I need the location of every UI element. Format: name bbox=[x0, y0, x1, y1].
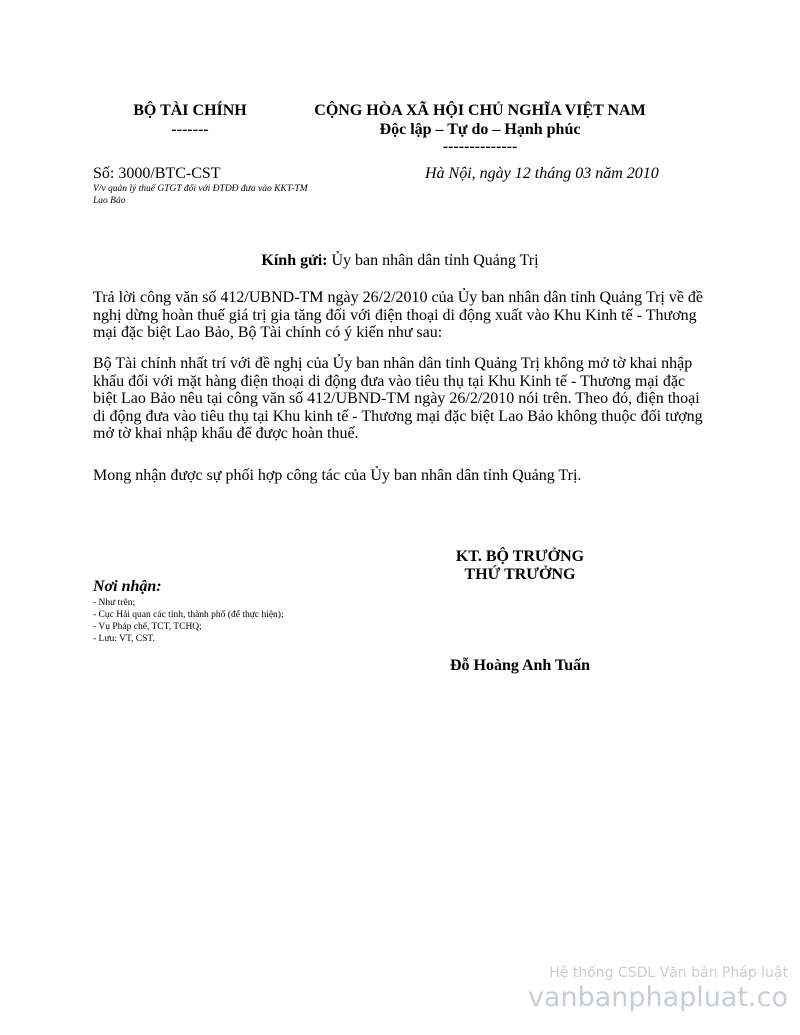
place-and-date: Hà Nội, ngày 12 tháng 03 năm 2010 bbox=[425, 165, 659, 182]
national-title: CỘNG HÒA XÃ HỘI CHỦ NGHĨA VIỆT NAM bbox=[314, 102, 646, 119]
recipients-list-item: - Lưu: VT, CST. bbox=[93, 634, 155, 644]
issuing-org-name: BỘ TÀI CHÍNH bbox=[133, 102, 247, 119]
signer-title-line: KT. BỘ TRƯỞNG bbox=[455, 548, 585, 565]
watermark-site: vanbanphapluat.co bbox=[527, 982, 788, 1013]
document-number: Số: 3000/BTC-CST bbox=[93, 165, 221, 182]
body-paragraph: Trả lời công văn số 412/UBND-TM ngày 26/2/2010 của Ủy ban nhân dân tỉnh Quảng Trị về đề nghị dừng hoàn thuế giá trị gia tăng đối với điện thoại di động xuất vào Khu Kinh tế - Thương mại đặc biệt Lao Bảo, Bộ Tài chính có ý kiến như sau: bbox=[93, 289, 704, 342]
recipient-line bbox=[0, 252, 800, 270]
signer-name: Đỗ Hoàng Anh Tuấn bbox=[449, 657, 591, 674]
recipients-list-item: - Cục Hải quan các tỉnh, thành phố (để thực hiện); bbox=[93, 610, 284, 620]
document-subject: V/v quản lý thuế GTGT đối với ĐTDĐ đưa vào KKT-TM Lao Bảo bbox=[93, 184, 308, 206]
watermark-caption: Hệ thống CSDL Văn bản Pháp luật bbox=[549, 965, 788, 981]
body-paragraph: Mong nhận được sự phối hợp công tác của Ủy ban nhân dân tỉnh Quảng Trị. bbox=[93, 467, 582, 484]
watermark bbox=[528, 965, 788, 1013]
national-motto: Độc lập – Tự do – Hạnh phúc bbox=[379, 121, 581, 138]
signer-title bbox=[430, 548, 610, 584]
recipients-list bbox=[93, 597, 284, 645]
recipients-list-item: - Vụ Pháp chế, TCT, TCHQ; bbox=[93, 622, 202, 632]
recipients-list-item: - Như trên; bbox=[93, 598, 136, 608]
issuing-org-divider: ------- bbox=[171, 121, 209, 138]
recipient-label: Kính gửi: bbox=[261, 252, 328, 269]
recipient-name: Ủy ban nhân dân tỉnh Quảng Trị bbox=[327, 252, 539, 269]
recipients-title: Nơi nhận: bbox=[93, 578, 162, 595]
body-paragraph: Bộ Tài chính nhất trí với đề nghị của Ủy ban nhân dân tỉnh Quảng Trị không mở tờ khai nhập khẩu đối với mặt hàng điện thoại di động đưa vào tiêu thụ tại Khu Kinh tế - Thương mại đặc biệt Lao Bảo nêu tại công văn số 412/UBND-TM ngày 26/2/2010 nói trên. Theo đó, điện thoại di động đưa vào tiêu thụ tại Khu kinh tế - Thương mại đặc biệt Lao Bảo không thuộc đối tượng mở tờ khai nhập khẩu để được hoàn thuế. bbox=[93, 355, 703, 443]
signer-title-line: THỨ TRƯỞNG bbox=[464, 566, 576, 583]
national-motto-divider: -------------- bbox=[442, 138, 518, 155]
